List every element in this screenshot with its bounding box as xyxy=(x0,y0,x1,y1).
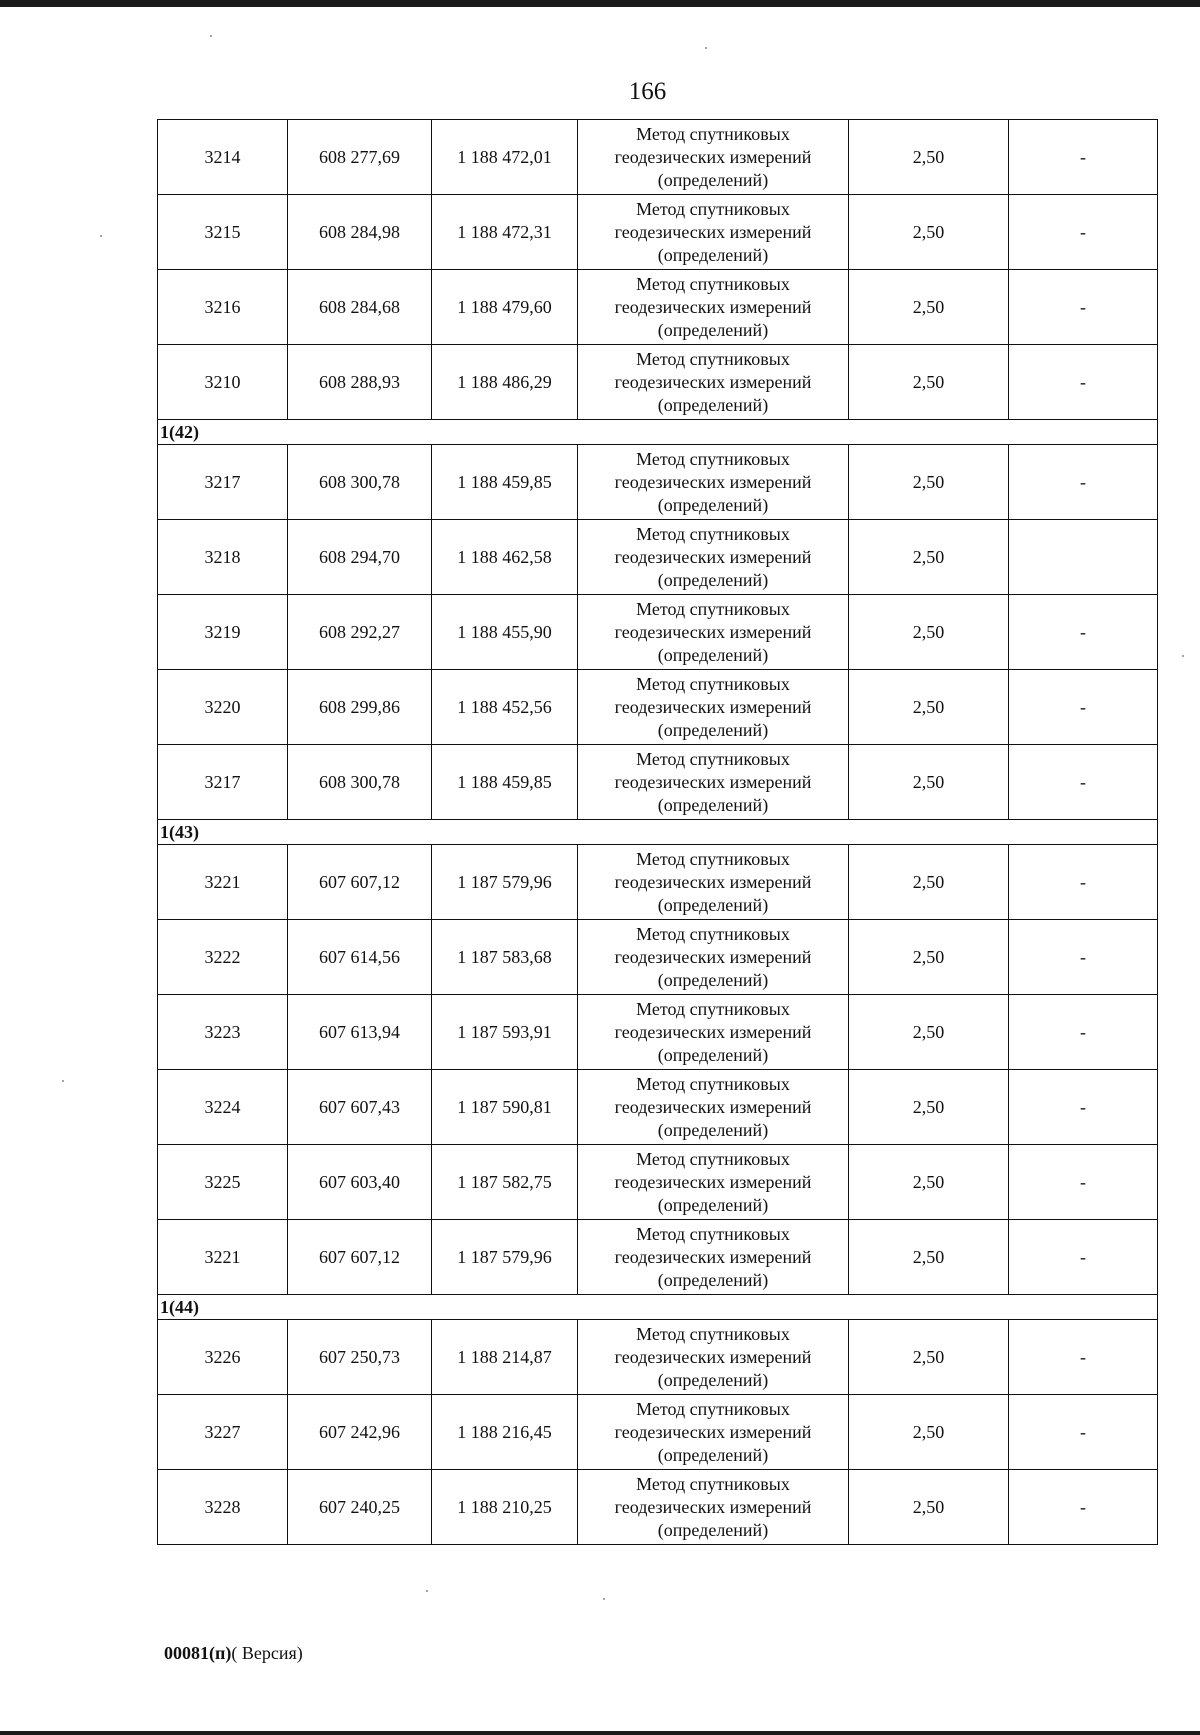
x-coordinate-cell: 607 240,25 xyxy=(288,1470,432,1545)
scan-speck xyxy=(426,1590,428,1592)
scan-speck xyxy=(1182,655,1184,657)
document-code: 00081(п) xyxy=(164,1643,232,1663)
method-cell xyxy=(578,745,849,820)
method-line: (определений) xyxy=(657,569,769,590)
method-line: геодезических измерений xyxy=(614,1346,812,1367)
method-line: Метод спутниковых xyxy=(636,848,790,869)
table-row xyxy=(158,1070,1158,1145)
y-coordinate-cell: 1 188 455,90 xyxy=(432,595,578,670)
y-coordinate-cell: 1 188 486,29 xyxy=(432,345,578,420)
method-line: (определений) xyxy=(657,1369,769,1390)
note-cell: - xyxy=(1009,1220,1158,1295)
method-line: Метод спутниковых xyxy=(636,1398,790,1419)
method-line: (определений) xyxy=(657,394,769,415)
table-row xyxy=(158,745,1158,820)
x-coordinate-cell: 608 300,78 xyxy=(288,745,432,820)
point-number-cell: 3222 xyxy=(158,920,288,995)
method-cell xyxy=(578,845,849,920)
method-cell xyxy=(578,1070,849,1145)
note-cell: - xyxy=(1009,845,1158,920)
note-cell: - xyxy=(1009,120,1158,195)
table-row xyxy=(158,1395,1158,1470)
note-cell: - xyxy=(1009,1145,1158,1220)
x-coordinate-cell: 608 284,68 xyxy=(288,270,432,345)
y-coordinate-cell: 1 188 459,85 xyxy=(432,745,578,820)
method-cell xyxy=(578,445,849,520)
method-line: геодезических измерений xyxy=(614,146,812,167)
y-coordinate-cell: 1 188 216,45 xyxy=(432,1395,578,1470)
point-number-cell: 3221 xyxy=(158,1220,288,1295)
method-line: геодезических измерений xyxy=(614,1171,812,1192)
y-coordinate-cell: 1 187 583,68 xyxy=(432,920,578,995)
table-row xyxy=(158,120,1158,195)
table-row xyxy=(158,670,1158,745)
scan-speck xyxy=(603,1598,605,1600)
note-cell: - xyxy=(1009,745,1158,820)
method-line: Метод спутниковых xyxy=(636,673,790,694)
method-cell xyxy=(578,1145,849,1220)
method-cell xyxy=(578,345,849,420)
point-number-cell: 3215 xyxy=(158,195,288,270)
point-number-cell: 3218 xyxy=(158,520,288,595)
method-cell xyxy=(578,595,849,670)
document-footer xyxy=(164,1643,303,1664)
accuracy-cell: 2,50 xyxy=(849,1070,1009,1145)
x-coordinate-cell: 607 607,12 xyxy=(288,845,432,920)
accuracy-cell: 2,50 xyxy=(849,1470,1009,1545)
y-coordinate-cell: 1 188 214,87 xyxy=(432,1320,578,1395)
point-number-cell: 3216 xyxy=(158,270,288,345)
bottom-border-rule xyxy=(0,1731,1200,1735)
method-line: (определений) xyxy=(657,894,769,915)
method-line: (определений) xyxy=(657,169,769,190)
method-line: (определений) xyxy=(657,1194,769,1215)
method-line: геодезических измерений xyxy=(614,471,812,492)
point-number-cell: 3214 xyxy=(158,120,288,195)
method-cell xyxy=(578,270,849,345)
method-line: Метод спутниковых xyxy=(636,198,790,219)
method-cell xyxy=(578,920,849,995)
accuracy-cell: 2,50 xyxy=(849,1320,1009,1395)
note-cell xyxy=(1009,520,1158,595)
point-number-cell: 3226 xyxy=(158,1320,288,1395)
table-row xyxy=(158,595,1158,670)
point-number-cell: 3221 xyxy=(158,845,288,920)
accuracy-cell: 2,50 xyxy=(849,1145,1009,1220)
method-line: (определений) xyxy=(657,644,769,665)
accuracy-cell: 2,50 xyxy=(849,745,1009,820)
method-line: геодезических измерений xyxy=(614,1496,812,1517)
y-coordinate-cell: 1 188 472,01 xyxy=(432,120,578,195)
coordinates-table-body xyxy=(158,120,1158,1545)
method-line: Метод спутниковых xyxy=(636,998,790,1019)
method-line: (определений) xyxy=(657,1444,769,1465)
accuracy-cell: 2,50 xyxy=(849,195,1009,270)
note-cell: - xyxy=(1009,595,1158,670)
point-number-cell: 3228 xyxy=(158,1470,288,1545)
accuracy-cell: 2,50 xyxy=(849,345,1009,420)
note-cell: - xyxy=(1009,1470,1158,1545)
method-cell xyxy=(578,1395,849,1470)
x-coordinate-cell: 607 614,56 xyxy=(288,920,432,995)
method-line: Метод спутниковых xyxy=(636,748,790,769)
accuracy-cell: 2,50 xyxy=(849,1220,1009,1295)
method-line: Метод спутниковых xyxy=(636,123,790,144)
point-number-cell: 3219 xyxy=(158,595,288,670)
coordinates-table xyxy=(157,119,1158,1545)
method-line: (определений) xyxy=(657,969,769,990)
group-label: 1(44) xyxy=(158,1295,1158,1320)
method-cell xyxy=(578,995,849,1070)
table-row xyxy=(158,445,1158,520)
x-coordinate-cell: 608 292,27 xyxy=(288,595,432,670)
method-line: (определений) xyxy=(657,1269,769,1290)
table-row xyxy=(158,1470,1158,1545)
method-line: геодезических измерений xyxy=(614,621,812,642)
x-coordinate-cell: 608 294,70 xyxy=(288,520,432,595)
scan-speck xyxy=(705,47,707,49)
x-coordinate-cell: 608 284,98 xyxy=(288,195,432,270)
method-cell xyxy=(578,1320,849,1395)
table-row xyxy=(158,995,1158,1070)
method-line: геодезических измерений xyxy=(614,871,812,892)
x-coordinate-cell: 608 300,78 xyxy=(288,445,432,520)
method-line: (определений) xyxy=(657,494,769,515)
x-coordinate-cell: 607 607,43 xyxy=(288,1070,432,1145)
note-cell: - xyxy=(1009,670,1158,745)
point-number-cell: 3223 xyxy=(158,995,288,1070)
scan-speck xyxy=(210,35,212,37)
x-coordinate-cell: 607 250,73 xyxy=(288,1320,432,1395)
method-line: (определений) xyxy=(657,319,769,340)
note-cell: - xyxy=(1009,445,1158,520)
accuracy-cell: 2,50 xyxy=(849,520,1009,595)
accuracy-cell: 2,50 xyxy=(849,920,1009,995)
table-row xyxy=(158,345,1158,420)
method-line: Метод спутниковых xyxy=(636,1473,790,1494)
method-line: Метод спутниковых xyxy=(636,348,790,369)
accuracy-cell: 2,50 xyxy=(849,595,1009,670)
y-coordinate-cell: 1 187 579,96 xyxy=(432,1220,578,1295)
method-line: Метод спутниковых xyxy=(636,1148,790,1169)
note-cell: - xyxy=(1009,920,1158,995)
method-line: Метод спутниковых xyxy=(636,1323,790,1344)
note-cell: - xyxy=(1009,1395,1158,1470)
accuracy-cell: 2,50 xyxy=(849,670,1009,745)
method-line: геодезических измерений xyxy=(614,1096,812,1117)
table-row xyxy=(158,1145,1158,1220)
method-line: (определений) xyxy=(657,1519,769,1540)
group-label: 1(42) xyxy=(158,420,1158,445)
x-coordinate-cell: 607 613,94 xyxy=(288,995,432,1070)
method-cell xyxy=(578,120,849,195)
method-line: (определений) xyxy=(657,794,769,815)
method-line: (определений) xyxy=(657,1119,769,1140)
table-row xyxy=(158,195,1158,270)
method-line: Метод спутниковых xyxy=(636,1223,790,1244)
point-number-cell: 3217 xyxy=(158,445,288,520)
point-number-cell: 3227 xyxy=(158,1395,288,1470)
method-cell xyxy=(578,195,849,270)
method-line: Метод спутниковых xyxy=(636,1073,790,1094)
table-row xyxy=(158,520,1158,595)
method-line: Метод спутниковых xyxy=(636,273,790,294)
method-line: геодезических измерений xyxy=(614,946,812,967)
table-row xyxy=(158,270,1158,345)
y-coordinate-cell: 1 187 579,96 xyxy=(432,845,578,920)
x-coordinate-cell: 607 242,96 xyxy=(288,1395,432,1470)
accuracy-cell: 2,50 xyxy=(849,845,1009,920)
method-line: Метод спутниковых xyxy=(636,448,790,469)
accuracy-cell: 2,50 xyxy=(849,995,1009,1070)
y-coordinate-cell: 1 188 459,85 xyxy=(432,445,578,520)
document-version: ( Версия) xyxy=(231,1643,303,1663)
table-row xyxy=(158,1220,1158,1295)
y-coordinate-cell: 1 188 462,58 xyxy=(432,520,578,595)
y-coordinate-cell: 1 188 472,31 xyxy=(432,195,578,270)
method-line: (определений) xyxy=(657,719,769,740)
x-coordinate-cell: 607 603,40 xyxy=(288,1145,432,1220)
method-line: (определений) xyxy=(657,1044,769,1065)
note-cell: - xyxy=(1009,1320,1158,1395)
note-cell: - xyxy=(1009,995,1158,1070)
group-header-row xyxy=(158,420,1158,445)
point-number-cell: 3217 xyxy=(158,745,288,820)
y-coordinate-cell: 1 187 582,75 xyxy=(432,1145,578,1220)
point-number-cell: 3220 xyxy=(158,670,288,745)
method-line: геодезических измерений xyxy=(614,1421,812,1442)
method-line: геодезических измерений xyxy=(614,296,812,317)
accuracy-cell: 2,50 xyxy=(849,1395,1009,1470)
method-line: геодезических измерений xyxy=(614,371,812,392)
method-line: (определений) xyxy=(657,244,769,265)
method-line: Метод спутниковых xyxy=(636,598,790,619)
top-border-rule xyxy=(0,0,1200,7)
method-line: Метод спутниковых xyxy=(636,523,790,544)
method-line: геодезических измерений xyxy=(614,221,812,242)
method-line: геодезических измерений xyxy=(614,771,812,792)
x-coordinate-cell: 608 277,69 xyxy=(288,120,432,195)
method-line: геодезических измерений xyxy=(614,1246,812,1267)
method-line: геодезических измерений xyxy=(614,546,812,567)
page-number: 166 xyxy=(628,78,667,105)
method-line: Метод спутниковых xyxy=(636,923,790,944)
table-row xyxy=(158,845,1158,920)
note-cell: - xyxy=(1009,1070,1158,1145)
group-header-row xyxy=(158,1295,1158,1320)
y-coordinate-cell: 1 188 452,56 xyxy=(432,670,578,745)
scan-speck xyxy=(62,1080,64,1082)
method-cell xyxy=(578,1220,849,1295)
accuracy-cell: 2,50 xyxy=(849,120,1009,195)
method-cell xyxy=(578,1470,849,1545)
point-number-cell: 3224 xyxy=(158,1070,288,1145)
scan-speck xyxy=(100,235,102,237)
method-line: геодезических измерений xyxy=(614,696,812,717)
group-header-row xyxy=(158,820,1158,845)
accuracy-cell: 2,50 xyxy=(849,445,1009,520)
note-cell: - xyxy=(1009,270,1158,345)
point-number-cell: 3225 xyxy=(158,1145,288,1220)
y-coordinate-cell: 1 188 210,25 xyxy=(432,1470,578,1545)
note-cell: - xyxy=(1009,345,1158,420)
method-cell xyxy=(578,670,849,745)
x-coordinate-cell: 608 288,93 xyxy=(288,345,432,420)
point-number-cell: 3210 xyxy=(158,345,288,420)
accuracy-cell: 2,50 xyxy=(849,270,1009,345)
x-coordinate-cell: 607 607,12 xyxy=(288,1220,432,1295)
group-label: 1(43) xyxy=(158,820,1158,845)
note-cell: - xyxy=(1009,195,1158,270)
y-coordinate-cell: 1 187 590,81 xyxy=(432,1070,578,1145)
table-row xyxy=(158,1320,1158,1395)
table-row xyxy=(158,920,1158,995)
method-cell xyxy=(578,520,849,595)
x-coordinate-cell: 608 299,86 xyxy=(288,670,432,745)
y-coordinate-cell: 1 187 593,91 xyxy=(432,995,578,1070)
y-coordinate-cell: 1 188 479,60 xyxy=(432,270,578,345)
method-line: геодезических измерений xyxy=(614,1021,812,1042)
